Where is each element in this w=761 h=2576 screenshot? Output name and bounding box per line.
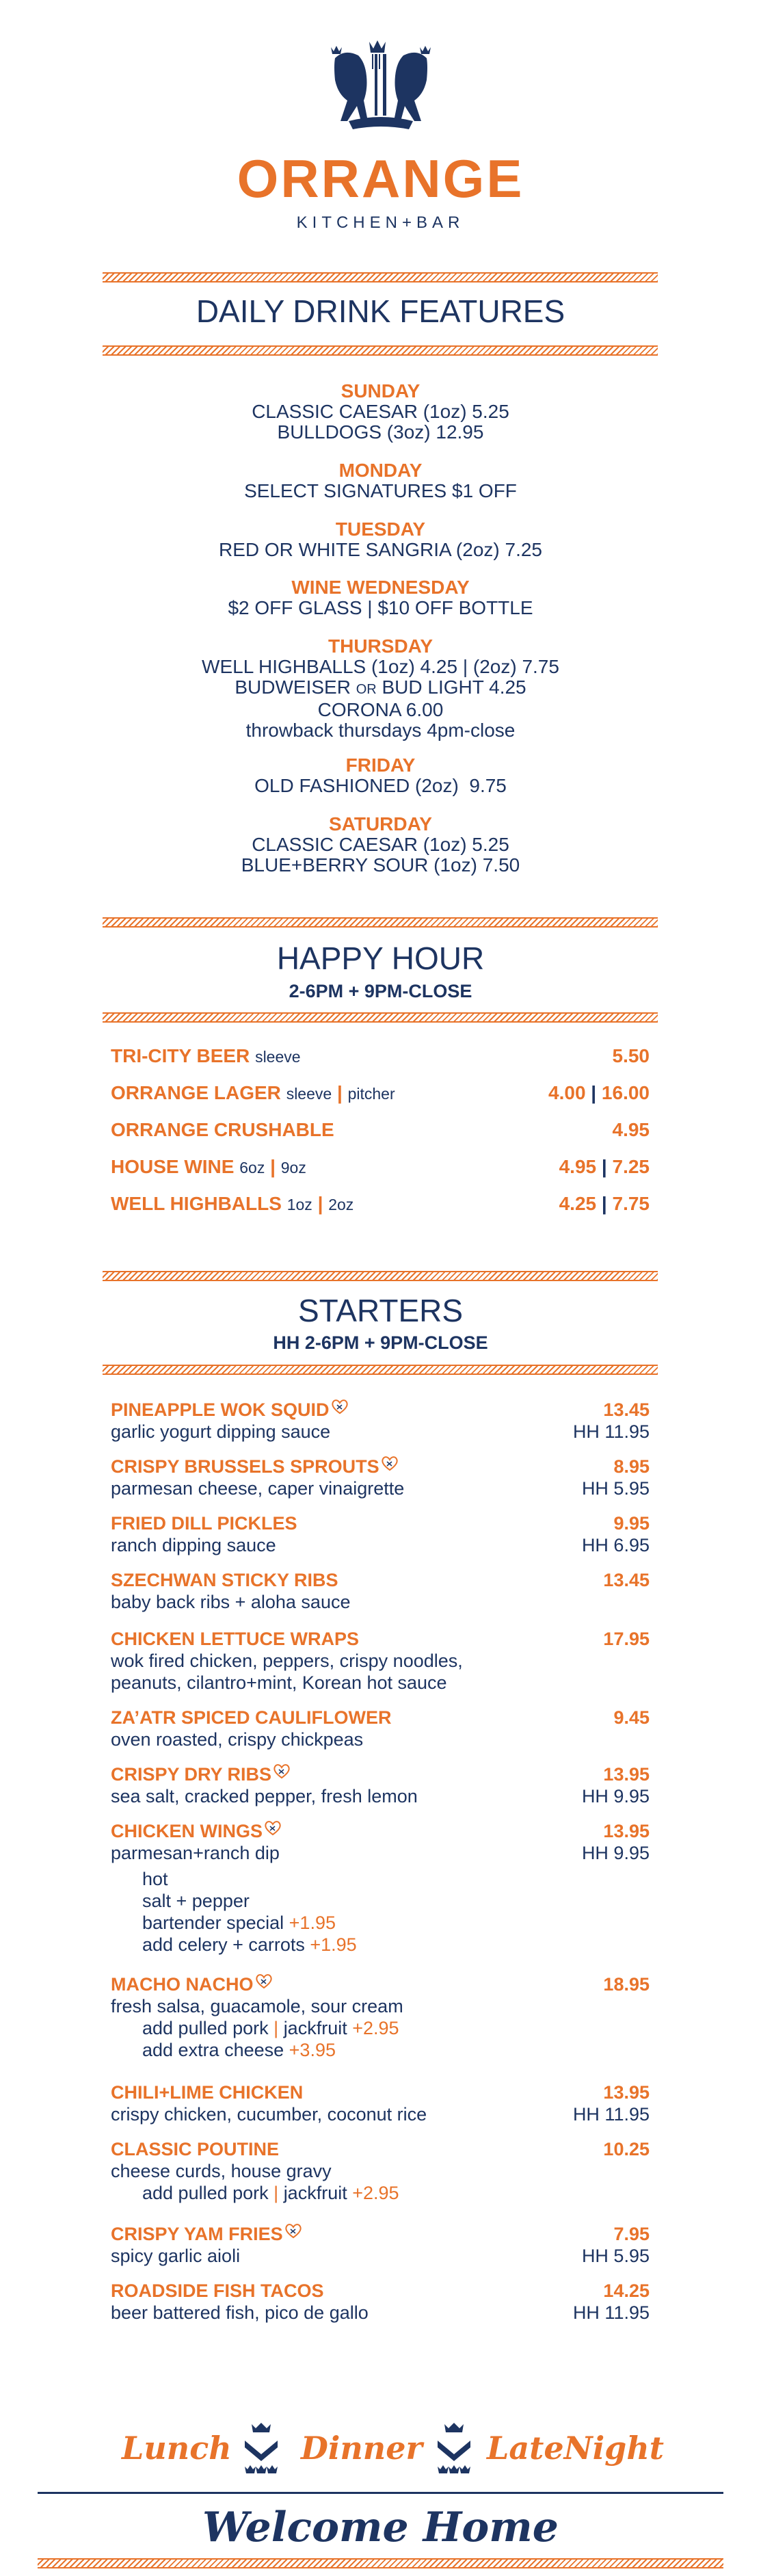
item-name: ORRANGE LAGER (111, 1082, 281, 1103)
item-hh-price: HH 11.95 (572, 2302, 650, 2323)
item-price: 4.25 (559, 1193, 597, 1214)
item-description: spicy garlic aioli (111, 2246, 241, 2266)
divider (103, 345, 658, 356)
item-description: beer battered fish, pico de gallo (111, 2302, 369, 2323)
item-price: 17.95 (603, 1629, 650, 1649)
lions-crest-logo-icon (321, 38, 440, 140)
item-price: 13.45 (603, 1570, 650, 1590)
item-name: CRISPY DRY RIBS (111, 1764, 272, 1785)
day-friday (0, 755, 761, 796)
item-option: add extra cheese +3.95 (142, 2040, 336, 2060)
day-name: THURSDAY (328, 635, 433, 657)
item-hh-price: HH 9.95 (581, 1786, 650, 1806)
starter-item (111, 1763, 650, 1807)
item-price: 10.25 (603, 2139, 650, 2159)
option-price: +3.95 (289, 2040, 336, 2060)
item-name: ZA’ATR SPICED CAULIFLOWER (111, 1707, 392, 1728)
lunch-label: Lunch (122, 2430, 232, 2467)
item-price: 8.95 (613, 1456, 650, 1477)
heart-icon (273, 1763, 291, 1780)
item-option: add celery + carrots +1.95 (142, 1934, 357, 1955)
item-price: 9.45 (613, 1707, 650, 1728)
feature-line: CLASSIC CAESAR (1oz) 5.25 (252, 834, 509, 855)
heart-icon (381, 1456, 399, 1472)
item-description: crispy chicken, cucumber, coconut rice (111, 2104, 427, 2125)
heart-icon (284, 2223, 302, 2239)
feature-line: CLASSIC CAESAR (1oz) 5.25 (252, 401, 509, 422)
feature-note: throwback thursdays 4pm-close (245, 720, 516, 741)
item-option: add pulled pork | jackfruit +2.95 (142, 2183, 399, 2203)
item-size: 9oz (280, 1159, 306, 1177)
item-name: TRI-CITY BEER (111, 1045, 250, 1066)
day-name: WINE WEDNESDAY (291, 577, 470, 598)
item-hh-price: HH 11.95 (572, 2104, 650, 2125)
day-thursday (0, 636, 761, 741)
divider (103, 1271, 658, 1281)
beer-name: BUD LIGHT 4.25 (382, 676, 526, 698)
daily-features-title: DAILY DRINK FEATURES (196, 293, 565, 329)
service-hours-banner (0, 2421, 761, 2483)
feature-line: RED OR WHITE SANGRIA (2oz) 7.25 (219, 539, 542, 560)
item-description: oven roasted, crispy chickpeas (111, 1729, 364, 1750)
welcome-home-slogan: Welcome Home (202, 2503, 559, 2551)
feature-line: WELL HIGHBALLS (1oz) 4.25 | (2oz) 7.75 (202, 656, 559, 677)
divider (103, 1365, 658, 1375)
day-name: FRIDAY (345, 754, 416, 776)
item-name: ORRANGE CRUSHABLE (111, 1119, 334, 1140)
feature-line: BULLDOGS (3oz) 12.95 (277, 421, 484, 443)
feature-line: CORONA 6.00 (317, 699, 444, 720)
divider (38, 2558, 723, 2568)
starter-item (111, 2138, 650, 2204)
happy-hour-item: WELL HIGHBALLS 1oz | 2oz 4.25 | 7.75 (111, 1193, 650, 1214)
item-name: WELL HIGHBALLS (111, 1193, 282, 1214)
item-name: FRIED DILL PICKLES (111, 1513, 297, 1534)
day-name: MONDAY (338, 460, 423, 481)
item-description: peanuts, cilantro+mint, Korean hot sauce (111, 1672, 447, 1693)
heart-icon (331, 1399, 349, 1415)
item-name: PINEAPPLE WOK SQUID (111, 1399, 330, 1420)
starter-item (111, 2280, 650, 2324)
starter-item (111, 1820, 650, 1956)
item-price: 13.95 (603, 1764, 650, 1785)
item-name: HOUSE WINE (111, 1156, 235, 1177)
happy-hour-title: HAPPY HOUR (276, 941, 485, 976)
starter-item (111, 1628, 650, 1694)
item-price: 7.75 (612, 1193, 650, 1214)
crown-chevron-icon (241, 2421, 282, 2480)
item-description: cheese curds, house gravy (111, 2161, 332, 2181)
beer-name: BUDWEISER (235, 676, 351, 698)
item-description: sea salt, cracked pepper, fresh lemon (111, 1786, 418, 1806)
item-size: 2oz (328, 1196, 354, 1213)
item-price: 13.95 (603, 2082, 650, 2103)
item-size: 1oz (286, 1196, 312, 1213)
item-price: 4.95 (559, 1156, 597, 1177)
feature-line: $2 OFF GLASS | $10 OFF BOTTLE (228, 597, 533, 618)
day-name: SATURDAY (329, 813, 432, 834)
item-price: 18.95 (603, 1974, 650, 1995)
crown-chevron-icon (433, 2421, 475, 2480)
item-option: add pulled pork | jackfruit +2.95 (142, 2018, 399, 2038)
day-monday (0, 460, 761, 501)
item-description: ranch dipping sauce (111, 1535, 276, 1555)
item-hh-price: HH 6.95 (581, 1535, 650, 1555)
brand-name: ORRANGE (237, 148, 524, 209)
feature-line: OLD FASHIONED (2oz) 9.75 (254, 775, 507, 796)
item-hh-price: HH 9.95 (581, 1843, 650, 1863)
item-description: wok fired chicken, peppers, crispy noodles, (111, 1651, 463, 1671)
starter-item (111, 1456, 650, 1499)
happy-hour-item (111, 1045, 650, 1073)
item-name: MACHO NACHO (111, 1974, 254, 1995)
starter-item (111, 1569, 650, 1613)
item-hh-price: HH 5.95 (581, 1478, 650, 1499)
item-description: baby back ribs + aloha sauce (111, 1592, 351, 1612)
item-option: bartender special +1.95 (142, 1913, 336, 1933)
feature-line (0, 677, 761, 700)
item-description: parmesan+ranch dip (111, 1843, 280, 1863)
item-description: fresh salsa, guacamole, sour cream (111, 1996, 403, 2016)
option-price: +2.95 (352, 2183, 399, 2203)
item-name: CRISPY YAM FRIES (111, 2224, 283, 2244)
item-name: CRISPY BRUSSELS SPROUTS (111, 1456, 379, 1477)
heart-icon (255, 1973, 273, 1990)
item-name: SZECHWAN STICKY RIBS (111, 1570, 338, 1590)
item-price: 4.95 (612, 1119, 650, 1140)
item-description: garlic yogurt dipping sauce (111, 1421, 331, 1442)
day-wednesday (0, 577, 761, 618)
starters-title: STARTERS (297, 1293, 464, 1328)
happy-hour-item: HOUSE WINE 6oz | 9oz 4.95 | 7.25 (111, 1156, 650, 1177)
happy-hour-subtitle: 2-6PM + 9PM-CLOSE (289, 981, 472, 1001)
item-option: salt + pepper (142, 1891, 250, 1911)
day-tuesday (0, 519, 761, 560)
item-name: CHICKEN LETTUCE WRAPS (111, 1629, 359, 1649)
item-price: 9.95 (613, 1513, 650, 1534)
item-price: 14.25 (603, 2281, 650, 2301)
starter-item (111, 2081, 650, 2125)
item-hh-price: HH 5.95 (581, 2246, 650, 2266)
day-name: TUESDAY (335, 518, 426, 540)
divider (103, 917, 658, 928)
item-size: pitcher (347, 1085, 395, 1103)
item-price: 7.95 (613, 2224, 650, 2244)
day-name: SUNDAY (341, 380, 420, 402)
item-price: 5.50 (612, 1045, 650, 1066)
item-option: hot (142, 1869, 168, 1889)
day-sunday (0, 381, 761, 443)
item-price: 13.45 (603, 1399, 650, 1420)
feature-line: SELECT SIGNATURES $1 OFF (244, 480, 517, 501)
heart-icon (264, 1820, 282, 1837)
item-size: 6oz (239, 1159, 265, 1177)
option-price: +2.95 (352, 2018, 399, 2038)
item-description: parmesan cheese, caper vinaigrette (111, 1478, 405, 1499)
item-price: 13.95 (603, 1821, 650, 1841)
item-size: sleeve (255, 1048, 301, 1066)
starter-item (111, 2223, 650, 2267)
item-price: 7.25 (612, 1156, 650, 1177)
item-price: 16.00 (601, 1082, 650, 1103)
brand-tagline: KITCHEN+BAR (296, 213, 465, 232)
item-price: 4.00 (548, 1082, 586, 1103)
option-price: +1.95 (310, 1934, 357, 1955)
dinner-label: Dinner (301, 2430, 423, 2467)
day-saturday (0, 814, 761, 876)
happy-hour-item: ORRANGE LAGER sleeve | pitcher 4.00 | 16.00 (111, 1082, 650, 1103)
starter-item (111, 1707, 650, 1750)
divider-line (38, 2492, 723, 2494)
starter-item (111, 1973, 650, 2061)
or-connector: OR (356, 682, 377, 697)
item-name: ROADSIDE FISH TACOS (111, 2281, 324, 2301)
divider (103, 272, 658, 282)
option-price: +1.95 (289, 1913, 336, 1933)
item-name: CLASSIC POUTINE (111, 2139, 280, 2159)
item-name: CHILI+LIME CHICKEN (111, 2082, 304, 2103)
late-night-label: LateNight (487, 2430, 665, 2467)
item-name: CHICKEN WINGS (111, 1821, 263, 1841)
happy-hour-item (111, 1119, 650, 1146)
divider (103, 1012, 658, 1023)
item-hh-price: HH 11.95 (572, 1421, 650, 1442)
item-size: sleeve (286, 1085, 332, 1103)
starter-item (111, 1399, 650, 1443)
feature-line: BLUE+BERRY SOUR (1oz) 7.50 (241, 854, 520, 876)
starters-subtitle: HH 2-6PM + 9PM-CLOSE (273, 1332, 488, 1353)
starter-item (111, 1512, 650, 1556)
